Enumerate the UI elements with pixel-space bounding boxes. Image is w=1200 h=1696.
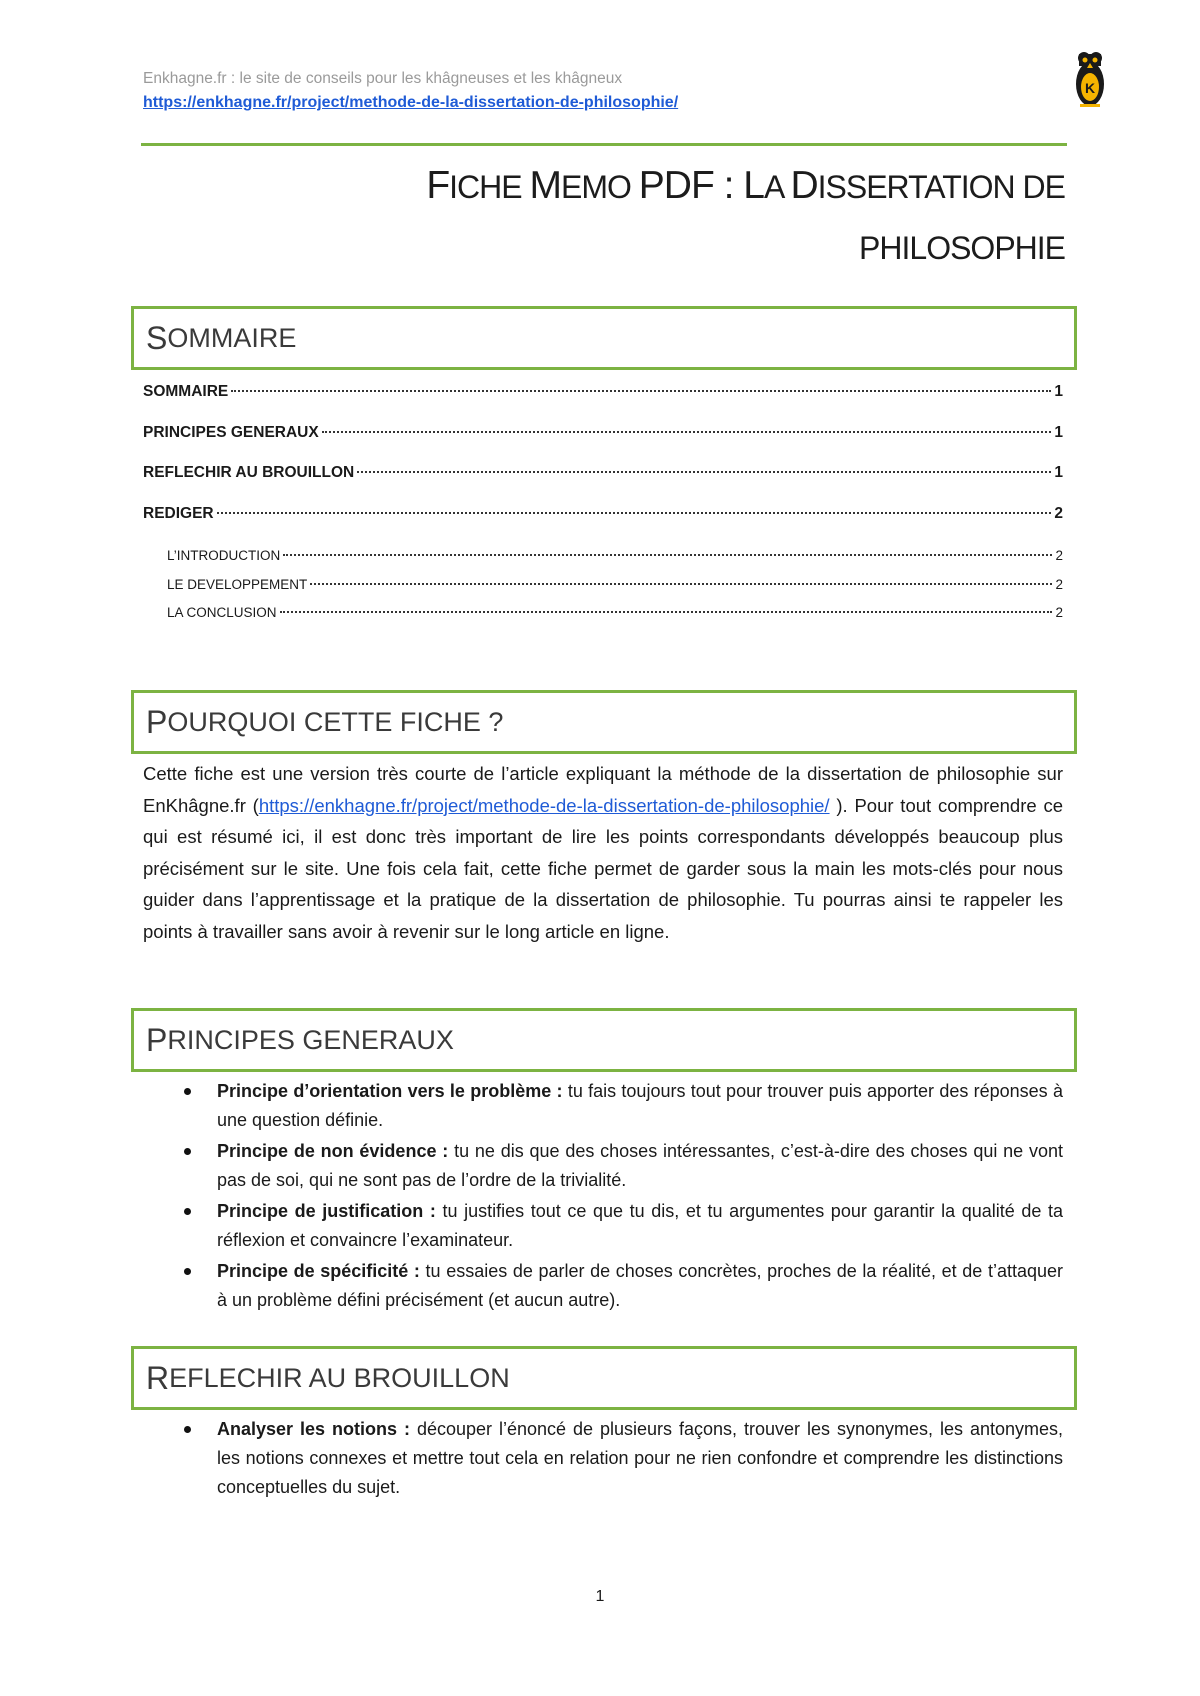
logo-letter: K — [1084, 80, 1096, 96]
pourquoi-article-link[interactable]: https://enkhagne.fr/project/methode-de-la-dissertation-de-philosophie/ — [258, 794, 830, 816]
toc-entry-principes[interactable]: PRINCIPES GENERAUX 1 — [143, 424, 1063, 441]
article-url-link[interactable]: https://enkhagne.fr/project/methode-de-la-dissertation-de-philosophie/ — [143, 94, 679, 111]
owl-logo-icon — [1070, 44, 1110, 110]
section-heading-pourquoi: P OURQUOI CETTE FICHE ? — [131, 690, 1077, 754]
bullet-icon — [184, 1148, 191, 1155]
site-tagline: Enkhagne.fr : le site de conseils pour les khâgneuses et les khâgneux — [143, 70, 623, 87]
toc-subentry-conclusion[interactable]: LA CONCLUSION 2 — [167, 605, 1063, 620]
list-item: Principe de justification : tu justifies tout ce que tu dis, et tu argumentes pour garantir la qualité de ta réflexion et convaincre l’examinateur. — [143, 1197, 1063, 1255]
list-item: Principe de spécificité : tu essaies de parler de choses concrètes, proches de la réalité, et de t’attaquer à un problème défini précisément (et aucun autre). — [143, 1257, 1063, 1315]
bullet-icon — [184, 1426, 191, 1433]
section-heading-sommaire: S OMMAIRE — [131, 306, 1077, 370]
principes-list — [143, 1077, 1063, 1317]
list-item: Principe d’orientation vers le problème : tu fais toujours tout pour trouver puis apporter des réponses à une question définie. — [143, 1077, 1063, 1135]
toc-entry-rediger[interactable]: REDIGER 2 — [143, 505, 1063, 522]
pourquoi-paragraph: Cette fiche est une version très courte de l’article expliquant la méthode de la dissertation de philosophie sur EnKhâgne.fr (https://enkhagne.fr/project/methode-de-la-dissertation-de-philosophie/ ). Pour tout comprendre ce qui est résumé ici, il est donc très important de lire les points correspondants développés beaucoup plus précisément sur le site. Une fois cela fait, cette fiche permet de garder sous la main les mots-clés pour nous guider dans l’apprentissage et la pratique de la dissertation de philosophie. Tu pourras ainsi te rappeler les points à travailler sans avoir à revenir sur le long article en ligne. — [143, 763, 1063, 942]
section-heading-principes: P RINCIPES GENERAUX — [131, 1008, 1077, 1072]
bullet-icon — [184, 1088, 191, 1095]
document-title-line2: PHILOSOPHIE — [859, 230, 1065, 266]
section-heading-reflechir: R EFLECHIR AU BROUILLON — [131, 1346, 1077, 1410]
page-number: 1 — [595, 1588, 605, 1605]
reflechir-list — [143, 1415, 1063, 1504]
toc-subentry-developpement[interactable]: LE DEVELOPPEMENT 2 — [167, 577, 1063, 592]
toc-entry-reflechir[interactable]: REFLECHIR AU BROUILLON 1 — [143, 464, 1063, 481]
toc-entry-sommaire[interactable]: SOMMAIRE 1 — [143, 383, 1063, 400]
list-item: Analyser les notions : découper l’énoncé de plusieurs façons, trouver les synonymes, les antonymes, les notions connexes et mettre tout cela en relation pour ne rien confondre et comprendre les distinctions conceptuelles du sujet. — [143, 1415, 1063, 1502]
header-divider — [141, 143, 1067, 146]
bullet-icon — [184, 1268, 191, 1275]
document-title-line1: FICHE MEMO PDF : LA DISSERTATION DE — [426, 164, 1065, 207]
list-item: Principe de non évidence : tu ne dis que des choses intéressantes, c’est-à-dire des choses qui ne vont pas de soi, qui ne sont pas de l’ordre de la trivialité. — [143, 1137, 1063, 1195]
toc-subentry-introduction[interactable]: L’INTRODUCTION 2 — [167, 548, 1063, 563]
bullet-icon — [184, 1208, 191, 1215]
